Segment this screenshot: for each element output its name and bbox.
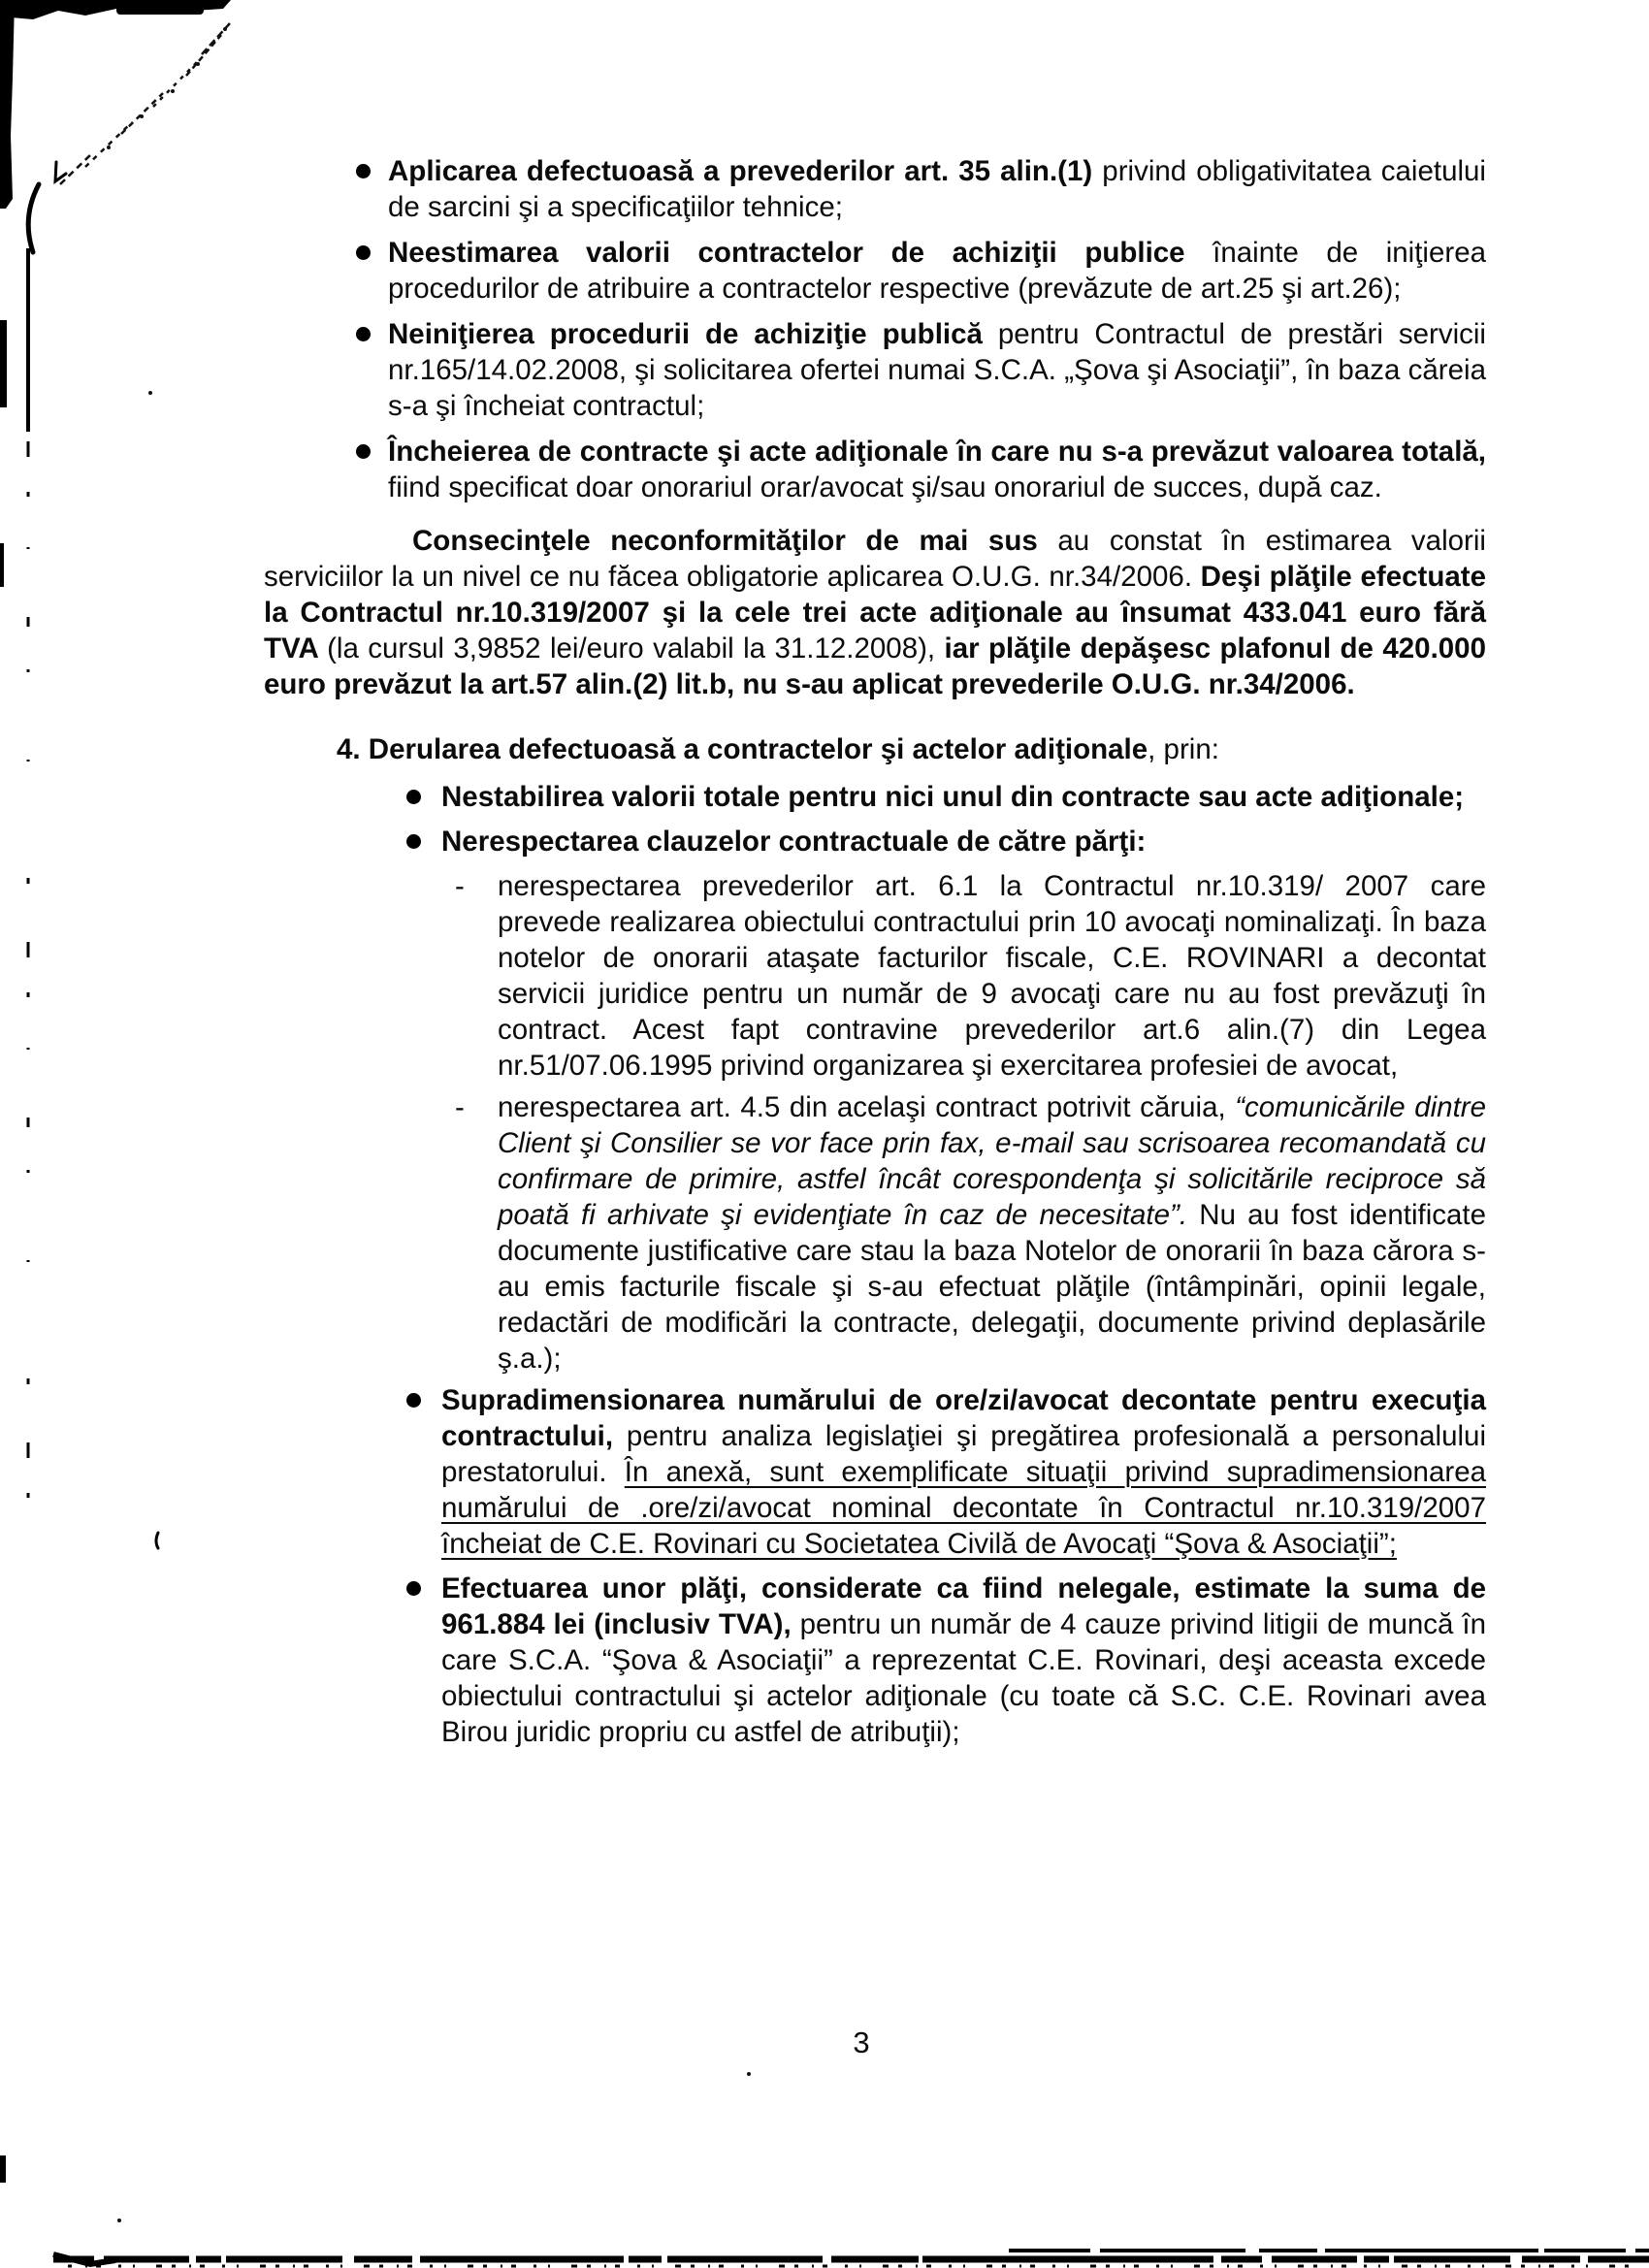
bullet-icon — [356, 444, 371, 459]
paragraph-consecinte — [264, 523, 1486, 702]
scan-artifact-top-bump — [116, 6, 204, 15]
text-segment: Nu au fost identificate documente justificative care stau la baza Notelor de onorarii în baza cărora s-au emis facturile fiscale şi s-au efectuat plăţile (întâmpinări, opinii legale, redactări de modificări la contracte, delegaţii, documente privind deplasările ş.a.); — [498, 1199, 1487, 1375]
text-segment: nerespectarea art. 4.5 din acelaşi contract potrivit căruia, — [498, 1091, 1236, 1123]
text-segment: nerespectarea prevederilor art. 6.1 la Contractul nr.10.319/ 2007 care prevede realizarea obiectului contractului prin 10 avocaţi nominalizaţi. În baza notelor de onorarii ataşate facturilor fiscale, C.E. ROVINARI a decontat servicii juridice pentru un număr de 9 avocaţi care nu au fost prevăzuţi în contract. Acest fapt contravine prevederilor art.6 alin.(7) din Legea nr.51/07.06.1995 privind organizarea şi exercitarea profesiei de avocat, — [498, 870, 1486, 1082]
list-item-efectuarea-plati — [264, 1571, 1486, 1750]
text-segment: Deşi plăţile efectuate la Contractul nr.10.319/2007 şi la cele trei acte adiţionale au însumat 433.041 euro fără TVA — [264, 561, 1486, 664]
list-item-incheierea — [264, 434, 1486, 505]
bullet-icon — [406, 834, 421, 849]
dash-icon: - — [455, 870, 465, 902]
scan-artifact-left-strip — [0, 0, 15, 209]
list-item-neestimarea — [264, 235, 1486, 307]
text-segment: Aplicarea defectuoasă a prevederilor art. 35 alin.(1) — [388, 155, 1103, 187]
text-segment: Consecinţele neconformităţilor de mai sus — [412, 525, 1058, 557]
text-segment: În anexă, sunt exemplificate situaţii privind supradimensionarea numărului de .ore/zi/avocat nominal decontate în Contractul nr.10.319/2007 încheiat de C.E. Rovinari cu Societatea Civilă de Avocaţi “Şova & Asociaţii”; — [441, 1456, 1487, 1560]
sub-item-art-4-5 — [264, 1089, 1486, 1377]
scan-artifact-tick — [156, 1533, 158, 1548]
text-segment: pentru analiza legislaţiei şi pregătirea profesională a personalului prestatorului. — [441, 1420, 1486, 1488]
scan-artifact-top-corner — [0, 0, 231, 19]
scan-artifact-left-strip-3 — [0, 543, 4, 587]
dash-icon: - — [455, 1091, 465, 1123]
text-segment: au constat în estimarea valorii serviciilor la un nivel ce nu făcea obligatorie aplicarea O.U.G. nr.34/2006. — [264, 525, 1486, 593]
bullet-icon — [406, 1581, 421, 1596]
text-segment: Încheierea de contracte şi acte adiţionale în care nu s-a prevăzut valoarea totală, — [388, 436, 1486, 468]
text-segment: Neiniţierea procedurii de achiziţie publică — [388, 318, 998, 350]
text-segment: fiind specificat doar onorariul orar/avocat şi/sau onorariul de succes, după caz. — [388, 471, 1382, 503]
list-item-supradimensionarea — [264, 1382, 1486, 1562]
list-item-nestabilirea — [264, 779, 1486, 815]
list-item-nerespectarea-clauzelor — [264, 824, 1486, 859]
bullet-icon — [356, 164, 371, 178]
bullet-icon — [356, 245, 371, 260]
page-number: 3 — [853, 2025, 870, 2059]
text-segment: 4. Derularea defectuoasă a contractelor şi actelor adiţionale — [337, 733, 1148, 765]
scan-artifact-left-strip-2 — [0, 320, 7, 407]
sub-item-art-6-1 — [264, 868, 1486, 1084]
text-segment: pentru un număr de 4 cauze privind litigii de muncă în care S.C.A. “Şova & Asociaţii” a reprezentat C.E. Rovinari, deşi aceasta excede obiectului contractului şi actelor adiţionale (cu toate că S.C. C.E. Rovinari avea Birou juridic propriu cu astfel de atribuţii); — [441, 1608, 1486, 1748]
text-segment: privind obligativitatea caietului de sarcini şi a specificaţiilor tehnice; — [388, 155, 1486, 223]
text-segment: Supradimensionarea numărului de ore/zi/avocat decontate pentru execuţia contractului, — [441, 1384, 1486, 1452]
scan-artifact-left-strip-4 — [0, 2155, 6, 2183]
bullet-icon — [356, 327, 371, 341]
text-segment: Nerespectarea clauzelor contractuale de către părţi: — [441, 826, 1147, 858]
document-body — [264, 153, 1486, 1759]
text-segment: Nestabilirea valorii totale pentru nici unul din contracte sau acte adiţionale; — [441, 781, 1465, 813]
scan-artifact-scribble — [60, 23, 230, 184]
scan-artifact-checkmark — [55, 162, 66, 181]
text-segment: iar plăţile depăşesc plafonul de 420.000 euro prevăzut la art.57 alin.(2) lit.b, nu s-au aplicat prevederile O.U.G. nr.34/2006. — [264, 632, 1486, 700]
section-heading-4 — [337, 731, 1486, 767]
scan-artifact-bracket — [28, 184, 39, 252]
bullet-icon — [406, 790, 421, 804]
text-segment: înainte de iniţierea procedurilor de atribuire a contractelor respective (prevăzute de art.25 şi art.26); — [388, 237, 1487, 305]
text-segment: Efectuarea unor plăţi, considerate ca fiind nelegale, estimate la suma de 961.884 lei (inclusiv TVA), — [441, 1572, 1486, 1640]
text-segment: “comunicările dintre Client şi Consilier se vor face prin fax, e-mail sau scrisoarea recomandată cu confirmare de primire, astfel încât corespondenţa şi solicitările reciproce să poată fi arhivate şi evidenţiate în caz de necesitate”. — [498, 1091, 1486, 1231]
list-item-neinitierea — [264, 316, 1486, 424]
text-segment: (la cursul 3,9852 lei/euro valabil la 31.12.2008), — [327, 632, 945, 664]
scan-artifact-bottom-band-3 — [53, 2254, 115, 2264]
list-item-aplicarea — [264, 153, 1486, 225]
text-segment: , prin: — [1148, 733, 1219, 765]
bullet-icon — [406, 1393, 421, 1408]
text-segment: Neestimarea valorii contractelor de achiziţii publice — [388, 237, 1213, 269]
text-segment: pentru Contractul de prestări servicii nr.165/14.02.2008, şi solicitarea ofertei numai S.C.A. „Şova şi Asociaţii”, în baza căreia s-a şi încheiat contractul; — [388, 318, 1486, 422]
